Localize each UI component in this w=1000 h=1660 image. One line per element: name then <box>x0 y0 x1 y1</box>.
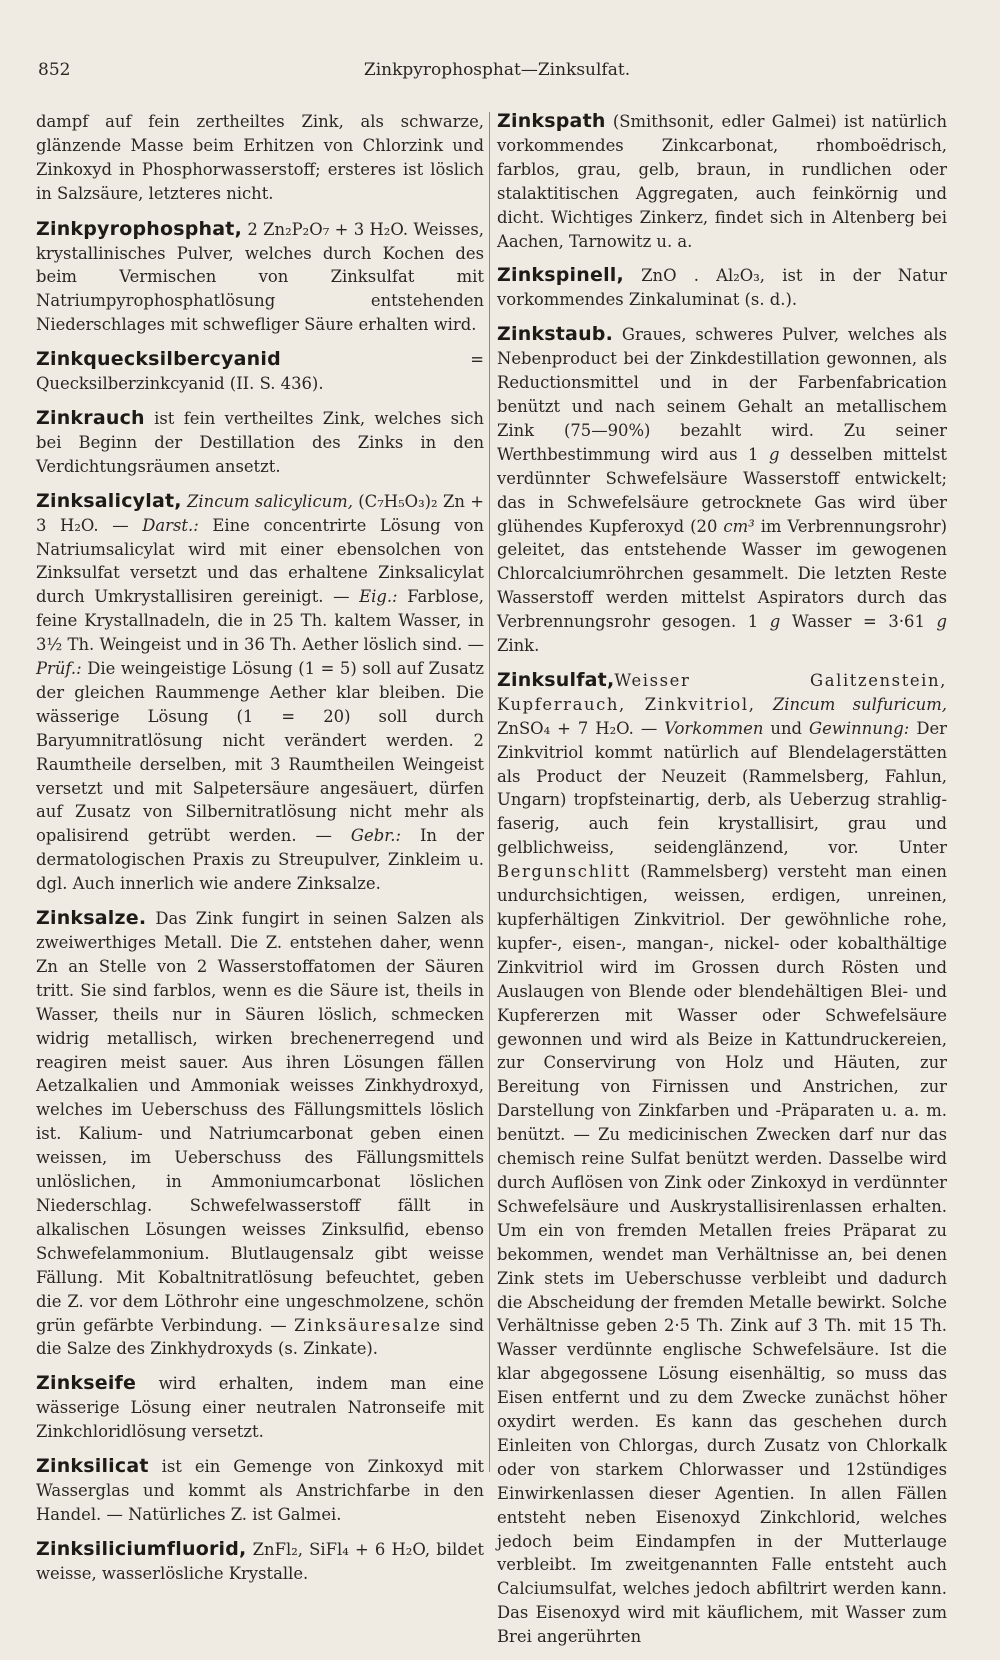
entry-spaced-text: Zinksäuresalze <box>294 1315 442 1335</box>
dictionary-entry <box>36 490 484 896</box>
dictionary-entry <box>36 1455 484 1527</box>
dictionary-entry <box>36 110 484 206</box>
entry-italic-text: Eig.: <box>359 587 398 607</box>
entry-italic-text: Prüf.: <box>36 659 82 679</box>
entry-text: und <box>763 718 810 738</box>
entry-italic-text: cm³ <box>723 516 755 536</box>
entry-text: 2 Zn₂P₂O₇ + 3 H₂O. Weisses, krystallinisches Pulver, welches durch Kochen des beim Vermischen von Zinksulfat mit Natriumpyrophosphatlösung entstehenden Niederschlages mit schwefliger Säure erhalten wird. <box>36 219 484 335</box>
entry-text: ist ein Gemenge von Zinkoxyd mit Wasserglas und kommt als Anstrichfarbe in den Handel. — Natürliches Z. ist Galmei. <box>36 1457 484 1524</box>
entry-headword: Zinksiliciumfluorid, <box>36 1537 247 1560</box>
dictionary-entry <box>497 323 947 658</box>
entry-text: sind die Salze des Zinkhydroxyds (s. Zinkate). <box>36 1315 484 1359</box>
entry-headword: Zinkquecksilbercyanid <box>36 348 281 371</box>
entry-headword: Zinkspath <box>497 110 606 132</box>
entry-text: Der Zinkvitriol kommt natürlich auf Blendelagerstätten als Product der Neuzeit (Rammelsberg, Fahlun, Ungarn) tropfsteinartig, derb, als Ueberzug strahlig-faserig, auch fein krystallisirt, grau und gelblichweiss, seidenglänzend, vor. Unter <box>497 718 947 858</box>
entry-headword: Zinkpyrophosphat, <box>36 217 242 240</box>
entry-spaced-text: Bergunschlitt <box>497 862 631 882</box>
entry-headword: Zinksalicylat, <box>36 489 182 512</box>
entry-text: Graues, schweres Pulver, welches als Nebenproduct bei der Zinkdestillation gewonnen, als Reductionsmittel und in der Farbenfabrication benützt und nach seinem Gehalt an metallischem Zink (75—90%) bezahlt wird. Zu seiner Werthbestimmung wird aus 1 <box>497 325 947 464</box>
entry-headword: Zinksalze. <box>36 907 147 930</box>
entry-headword: Zinkstaub. <box>497 323 614 346</box>
entry-headword: Zinksilicat <box>36 1455 149 1478</box>
dictionary-entry <box>36 407 484 479</box>
page-number: 852 <box>38 60 71 80</box>
dictionary-entry <box>497 264 947 312</box>
entry-italic-text: Zincum salicylicum, <box>187 491 353 511</box>
dictionary-entry <box>36 907 484 1361</box>
entry-text: ist fein vertheiltes Zink, welches sich bei Beginn der Destillation des Zinks in den Verdichtungsräumen ansetzt. <box>36 408 484 476</box>
entry-text: wird erhalten, indem man eine wässerige Lösung einer neutralen Natronseife mit Zinkchloridlösung versetzt. <box>36 1374 484 1442</box>
dictionary-entry <box>36 348 484 396</box>
entry-spaced-text: Weisser Galitzenstein, Kupferrauch, Zinkvitriol, <box>497 670 947 714</box>
entry-italic-text: g <box>936 612 947 632</box>
dictionary-entry <box>36 218 484 338</box>
entry-text: Eine concentrirte Lösung von Natriumsalicylat wird mit einer ebensolchen von Zinksulfat versetzt und das erhaltene Zinksalicylat durch Umkrystallisiren gereinigt. — <box>36 515 484 607</box>
entry-italic-text: Gewinnung: <box>809 718 910 738</box>
entry-text: desselben mittelst verdünnter Schwefelsäure Wasserstoff entwickelt; das in Schwefelsäure getrocknete Gas wird über glühendes Kupferoxyd (20 <box>497 444 947 536</box>
entry-text: (Rammelsberg) versteht man einen undurchsichtigen, weissen, erdigen, unreinen, kupferhältigen Zinkvitriol. Der gewöhnliche rohe, kupfer-, eisen-, mangan-, nickel- oder kobalthältige Zinkvitriol wird im Grossen durch Rösten und Auslaugen von Blende oder blendehältigen Blei- und Kupfererzen mit Wasser oder Schwefelsäure gewonnen und wird als Beize in Kattundruckereien, zur Conservirung von Holz und Häuten, zur Bereitung von Firnissen und Anstrichen, zur Darstellung von Zinkfarben und -Präparaten u. a. m. benützt. — Zu medicinischen Zwecken darf nur das chemisch reine Sulfat benützt werden. Dasselbe wird durch Auflösen von Zink oder Zinkoxyd in verdünnter Schwefelsäure und Auskrystallisirenlassen erhalten. Um ein von fremden Metallen freies Präparat zu bekommen, wendet man Verhältnisse an, bei denen Zink stets im Ueberschusse verbleibt und dadurch die Abscheidung der fremden Metalle bewirkt. Solche Verhältnisse geben 2·5 Th. Zink auf 3 Th. mit 15 Th. Wasser verdünnte englische Schwefelsäure. Ist die klar abgegossene Lösung eisenhältig, so muss das Eisen entfernt und zu dem Zwecke zunächst höher oxydirt werden. Es kann das geschehen durch Einleiten von Chlorgas, durch Zusatz von Chlorkalk oder von starkem Chlorwasser und 12stündiges Einwirkenlassen dieser Agentien. In allen Fällen entsteht neben Eisenoxyd Zinkchlorid, welches jedoch beim Eindampfen in der Mutterlauge verbleibt. Im zweitgenannten Falle entsteht auch Calciumsulfat, welches jedoch abfiltrirt werden kann. Das Eisenoxyd wird mit käuflichem, mit Wasser zum Brei angerührten <box>497 862 947 1647</box>
entry-text: ZnSO₄ + 7 H₂O. — <box>497 718 665 738</box>
entry-headword: Zinkspinell, <box>497 264 624 287</box>
entry-text: ZnO . Al₂O₃, ist in der Natur vorkommendes Zinkaluminat (s. d.). <box>497 266 947 310</box>
entry-text: dampf auf fein zertheiltes Zink, als schwarze, glänzende Masse beim Erhitzen von Chlorzink und Zinkoxyd in Phosphorwasserstoff; ersteres ist löslich in Salzsäure, letzteres nicht. <box>36 112 484 203</box>
right-column <box>497 110 947 1660</box>
entry-text: Das Zink fungirt in seinen Salzen als zweiwerthiges Metall. Die Z. entstehen daher, wenn Zn an Stelle von 2 Wasserstoffatomen der Säuren tritt. Sie sind farblos, wenn es die Säure ist, theils in Wasser, theils nur in Säuren löslich, schmecken widrig metallisch, wirken brechenerregend und reagiren meist sauer. Aus ihren Lösungen fällen Aetzalkalien und Ammoniak weisses Zinkhydroxyd, welches im Ueberschuss des Fällungsmittels löslich ist. Kalium- und Natriumcarbonat geben einen weissen, im Ueberschuss des Fällungsmittels unlöslichen, in Ammoniumcarbonat löslichen Niederschlag. Schwefelwasserstoff fällt in alkalischen Lösungen weisses Zinksulfid, ebenso Schwefelammonium. Blutlaugensalz gibt weisse Fällung. Mit Kobaltnitratlösung befeuchtet, geben die Z. vor dem Löthrohr eine ungeschmolzene, schön grün gefärbte Verbindung. — <box>36 909 484 1335</box>
entry-text: Zink. <box>497 636 540 656</box>
entry-text: Farblose, feine Krystallnadeln, die in 25 Th. kaltem Wasser, in 3½ Th. Weingeist und in 36 Th. Aether löslich sind. — <box>36 587 484 655</box>
column-divider <box>489 112 490 1472</box>
entry-text <box>756 695 773 714</box>
dictionary-entry <box>497 669 947 1649</box>
entry-italic-text: Darst.: <box>142 515 199 535</box>
entry-text: (C₇H₅O₃)₂ Zn + 3 H₂O. — <box>36 491 484 535</box>
entry-text: (Smithsonit, edler Galmei) ist natürlich vorkommendes Zinkcarbonat, rhomboëdrisch, farblos, grau, gelb, braun, in rundlichen oder stalaktitischen Aggregaten, auch feinkörnig und dicht. Wichtiges Zinkerz, findet sich in Altenberg bei Aachen, Tarnowitz u. a. <box>497 112 947 251</box>
dictionary-entry <box>36 1538 484 1586</box>
left-column <box>36 110 484 1597</box>
dictionary-entry <box>497 110 947 253</box>
running-head: Zinkpyrophosphat—Zinksulfat. <box>363 60 631 80</box>
entry-italic-text: g <box>768 444 780 464</box>
entry-italic-text: Zincum sulfuricum, <box>772 694 947 714</box>
entry-text: Wasser = 3·61 <box>780 612 937 632</box>
dictionary-entry <box>36 1372 484 1444</box>
entry-italic-text: Gebr.: <box>350 826 401 846</box>
entry-text: In der dermatologischen Praxis zu Streupulver, Zinkleim u. dgl. Auch innerlich wie andere Zinksalze. <box>36 826 484 894</box>
entry-text: Die weingeistige Lösung (1 = 5) soll auf Zusatz der gleichen Raummenge Aether klar bleiben. Die wässerige Lösung (1 = 20) soll durch Baryumnitratlösung nicht verändert werden. 2 Raumtheile derselben, mit 3 Raumtheilen Weingeist versetzt und mit Salpetersäure angesäuert, dürfen auf Zusatz von Silbernitratlösung nicht mehr als opalisirend getrübt werden. — <box>36 659 484 846</box>
entry-text: ZnFl₂, SiFl₄ + 6 H₂O, bildet weisse, wasserlösliche Krystalle. <box>36 1539 484 1583</box>
page-header <box>38 60 956 84</box>
entry-headword: Zinksulfat, <box>497 668 615 691</box>
entry-text: = Quecksilberzinkcyanid (II. S. 436). <box>36 350 484 394</box>
entry-italic-text: g <box>769 612 781 632</box>
entry-italic-text: Vorkommen <box>664 718 764 738</box>
entry-text: im Verbrennungsrohr) geleitet, das entstehende Wasser im gewogenen Chlorcalciumröhrchen gesammelt. Die letzten Reste Wasserstoff werden mittelst Aspirators durch das Verbrennungsrohr gesogen. 1 <box>497 516 947 632</box>
entry-headword: Zinkseife <box>36 1372 137 1395</box>
entry-headword: Zinkrauch <box>36 406 145 429</box>
